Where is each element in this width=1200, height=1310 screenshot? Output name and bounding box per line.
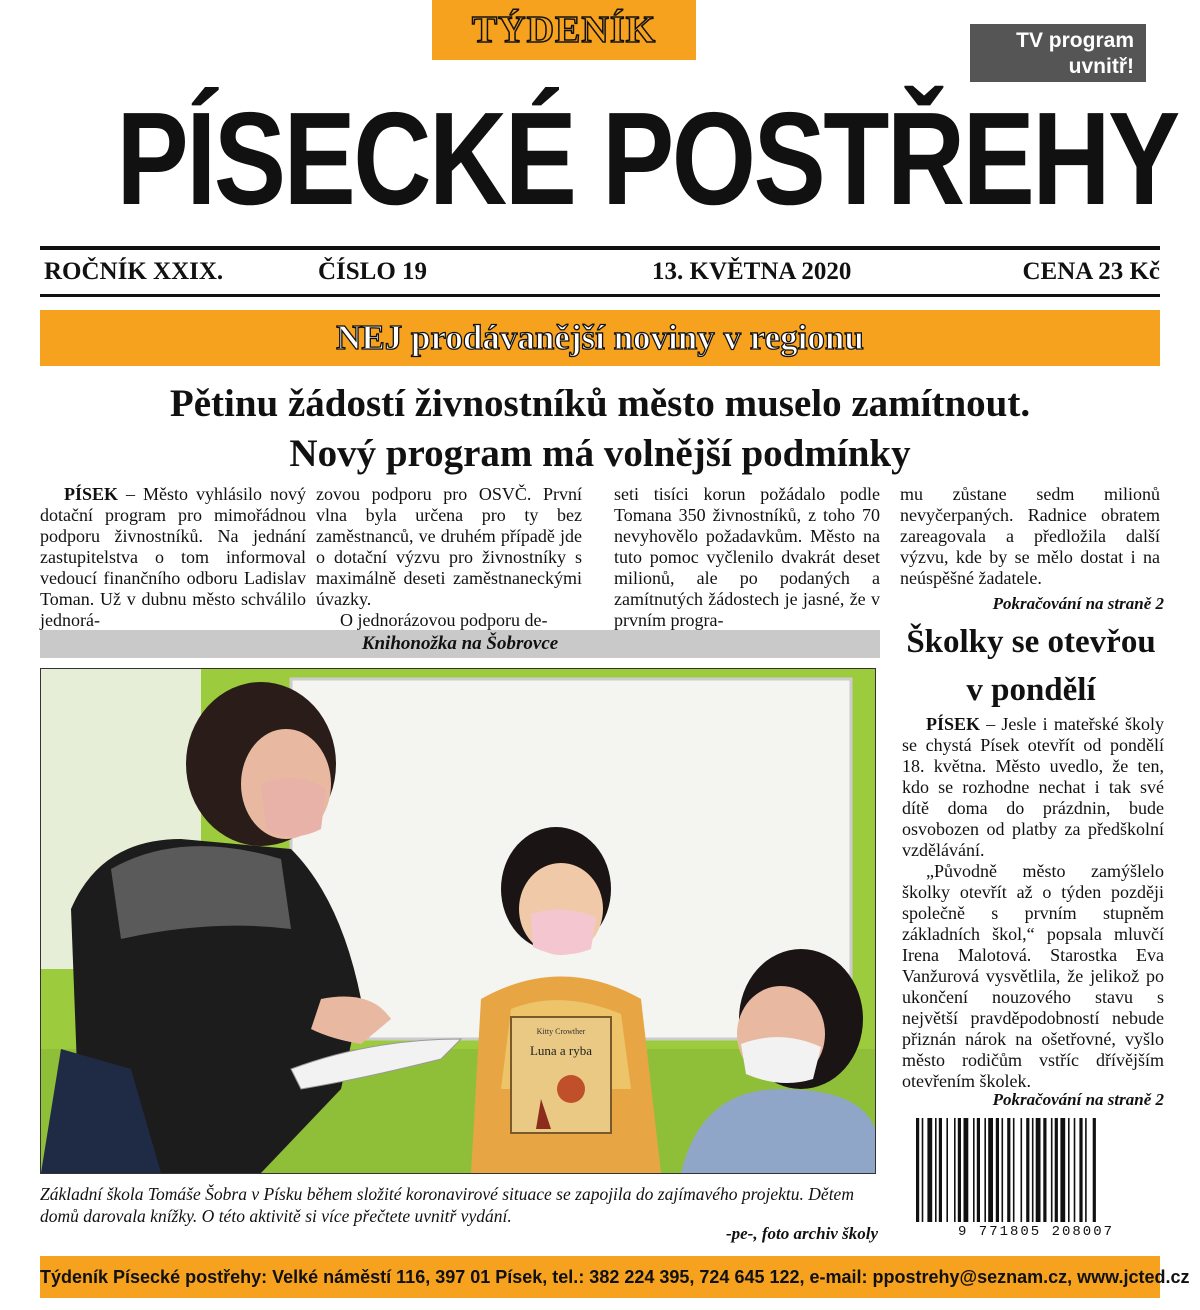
- article-column-2: [316, 484, 582, 631]
- column-1-text: – Město vyhlásilo nový dotační program pro mimořádnou podporu živnostníků. Na jednání zastupitelstva o tom informoval vedoucí finančního odboru Ladislav Toman. Už v dubnu město schválilo jednorá-: [40, 484, 306, 630]
- price-label: CENA 23 Kč: [1022, 258, 1160, 285]
- kicker-banner: [432, 0, 696, 60]
- continued-note-main: Pokračování na straně 2: [992, 594, 1164, 613]
- side-headline-line2: v pondělí: [966, 672, 1096, 708]
- column-3-text: seti tisíci korun požádalo podle Tomana 350 živnostníků, z toho 70 nevyhovělo požadavkům. Město na tuto pomoc vyčlenilo dvakrát deset milionů, ale po podaných a zamítnutých žádostech je jasné, že v prvním progra-: [614, 484, 880, 630]
- side-headline: [892, 618, 1170, 714]
- slogan-text: NEJ prodávanější noviny v regionu: [336, 318, 864, 357]
- side-para-2: „Původně město zamýšlelo školky otevřít až o týden později společně s prvním stupněm základních škol,“ popsala mluvčí Irena Malotová. Starostka Eva Vanžurová vysvětlila, že jelikož po ukončení nouzového stavu s největší pravděpodobností nebude přiznán nárok na ošetřovné, vyšlo město rodičům vstříc dřívějším otevřením školek.: [902, 861, 1164, 1091]
- side-para-1: – Jesle i mateřské školy se chystá Písek otevřít od pondělí 18. května. Město uvedlo, že ten, kdo se rozhodne nechat i tak své dítě doma do prázdnin, bude osvobozen od platby za předškolní vzdělávání.: [902, 714, 1164, 860]
- volume-label: ROČNÍK XXIX.: [44, 258, 224, 285]
- photo-title: Knihonožka na Šobrovce: [361, 633, 559, 654]
- main-headline-line2: Nový program má volnější podmínky: [289, 432, 911, 475]
- kicker-text: TÝDENÍK: [471, 9, 657, 51]
- barcode: [912, 1118, 1160, 1222]
- slogan-banner: [40, 310, 1160, 366]
- date-label: 13. KVĚTNA 2020: [652, 258, 852, 285]
- tv-badge-line2: uvnitř!: [1068, 55, 1134, 78]
- article-column-3: [614, 484, 880, 631]
- column-4-text: mu zůstane sedm milionů nevyčerpaných. Radnice obratem zareagovala a předložila další výzvu, kde by se mělo dostat i na neúspěšné žadatele.: [900, 484, 1160, 588]
- footer-contact-bar: [40, 1256, 1190, 1298]
- tv-badge-line1: TV program: [1016, 29, 1134, 52]
- book-title: Luna a ryba: [529, 1043, 593, 1058]
- column-2-text: zovou podporu pro OSVČ. První vlna byla určena pro ty bez zaměstnanců, ve druhém případě jde o dotační výzvu pro živnostníky s maximálně deseti zaměstnaneckými úvazky.: [316, 484, 582, 609]
- photo-credit: -pe-, foto archiv školy: [725, 1224, 878, 1243]
- masthead-rule-top: [40, 246, 1160, 250]
- masthead: [0, 74, 1200, 244]
- book-author: Kitty Crowther: [536, 1027, 586, 1036]
- main-headline-line1: Pětinu žádostí živnostníků město muselo zamítnout.: [169, 382, 1031, 425]
- side-article-body: [902, 714, 1164, 1092]
- photo-illustration: [41, 669, 875, 1173]
- continued-note-side: Pokračování na straně 2: [992, 1090, 1164, 1109]
- photo-caption: Základní škola Tomáše Šobra v Písku během složité koronavirové situace se zapojila do zajímavého projektu. Dětem domů darovala knížky. O této aktivitě si více přečtete uvnitř vydání.: [40, 1184, 854, 1226]
- article-column-1: [40, 484, 306, 631]
- column-2-text-2: O jednorázovou podporu de-: [340, 610, 548, 630]
- photo-title-bar: [40, 630, 880, 658]
- article-photo: [40, 668, 876, 1174]
- masthead-rule-bottom: [40, 294, 1160, 297]
- barcode-number: 9 771805 208007: [957, 1224, 1115, 1240]
- newspaper-title: PÍSECKÉ POSTŘEHY: [116, 85, 1178, 232]
- issue-label: ČÍSLO 19: [318, 258, 428, 285]
- side-headline-line1: Školky se otevřou: [906, 624, 1156, 660]
- article-column-4: [900, 484, 1160, 589]
- footer-contact: Týdeník Písecké postřehy: Velké náměstí 116, 397 01 Písek, tel.: 382 224 395, 724 645 122, e-mail: ppostrehy@seznam.cz, www.jcted.cz: [40, 1267, 1190, 1287]
- dateline: PÍSEK: [64, 484, 119, 504]
- side-dateline: PÍSEK: [926, 714, 981, 734]
